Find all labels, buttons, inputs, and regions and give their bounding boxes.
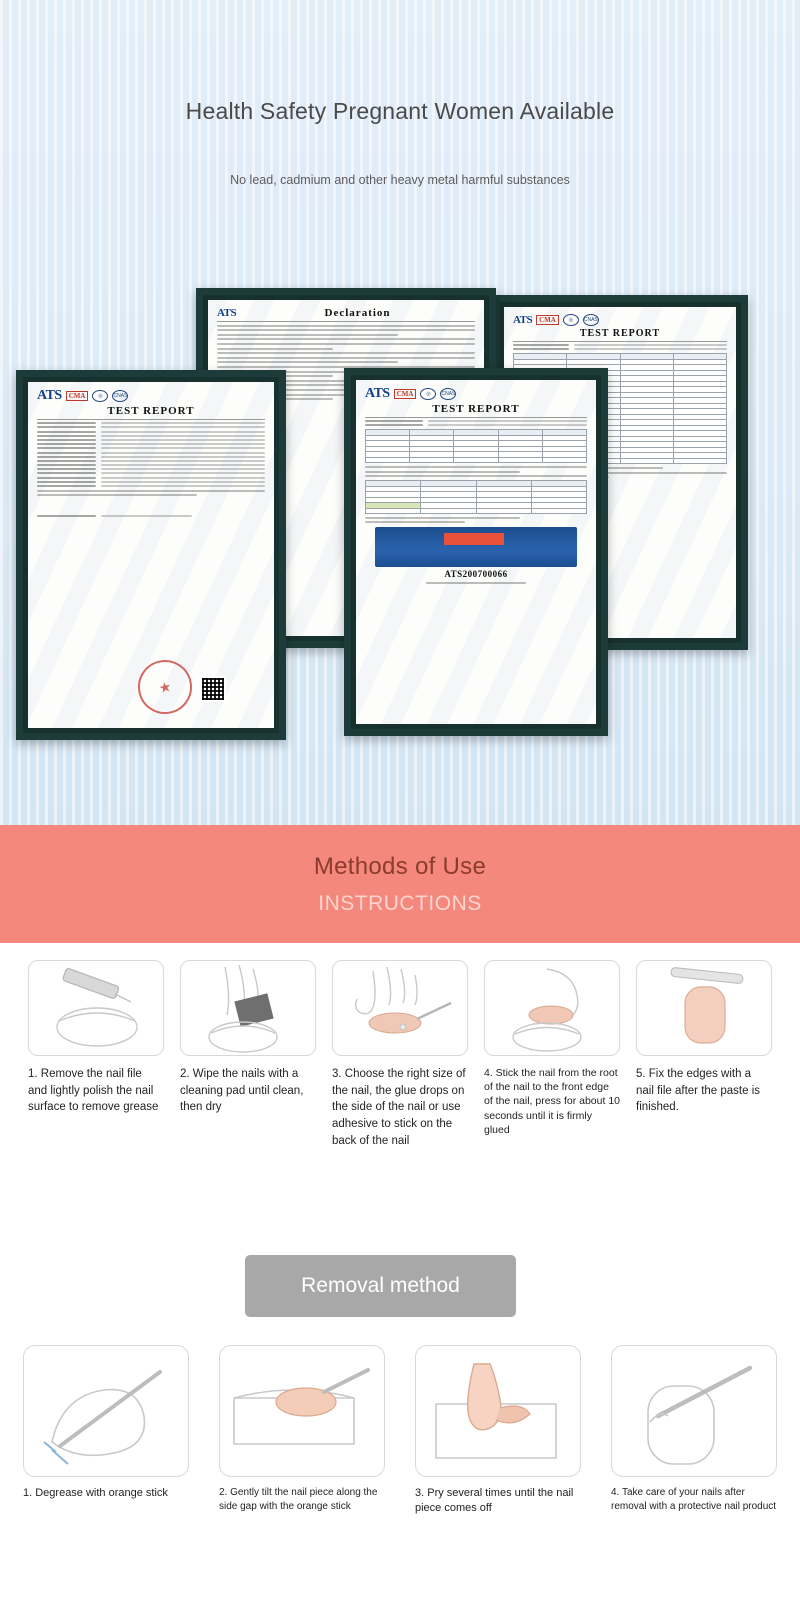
step-illustration-4: [484, 960, 620, 1056]
certificate-title: TEST REPORT: [107, 405, 195, 417]
ats-logo: ATS: [217, 306, 237, 319]
removal-banner: [245, 1255, 516, 1317]
sample-label-icon: [444, 533, 505, 545]
field-row: [37, 439, 265, 441]
field-row: [37, 426, 265, 428]
field-row: [37, 435, 265, 437]
list-item: [415, 1345, 581, 1517]
page-subtitle: No lead, cadmium and other heavy metal harmful substances: [230, 173, 570, 187]
field-row: [37, 468, 265, 470]
certificate-header: [513, 314, 727, 326]
text-line: [365, 517, 520, 519]
nail-file-icon: [29, 961, 164, 1056]
ats-logo: ATS: [365, 386, 390, 401]
ats-logo: ATS: [513, 313, 533, 326]
text-line: [217, 357, 475, 359]
removal-caption: 4. Take care of your nails after removal with a protective nail product: [611, 1487, 777, 1512]
field-row: [37, 452, 265, 454]
list-item: [23, 1345, 189, 1517]
field-row: [513, 348, 727, 350]
results-table-secondary: [365, 480, 587, 514]
certificate-title: Declaration: [324, 307, 391, 319]
certificate-paper: [28, 382, 274, 728]
cma-badge: CMA: [66, 391, 89, 401]
text-line: [217, 325, 475, 327]
cma-badge: CMA: [394, 389, 417, 399]
list-item: [636, 960, 772, 1149]
certificate-paper: [356, 380, 596, 724]
ats-logo: ATS: [37, 388, 62, 403]
list-item: [484, 960, 620, 1149]
field-row: [37, 485, 265, 487]
divider: [217, 321, 475, 322]
field-row: [37, 472, 265, 474]
step-illustration-3: [332, 960, 468, 1056]
tilt-nail-icon: [220, 1346, 385, 1477]
certificate-title: TEST REPORT: [432, 403, 520, 415]
removal-illustration-1: [23, 1345, 189, 1477]
results-table: [365, 429, 587, 463]
cnas-badge: CNAS: [112, 390, 128, 402]
certificate-header: [217, 307, 475, 319]
removal-caption: 3. Pry several times until the nail piece comes off: [415, 1487, 574, 1515]
field-row: [365, 424, 587, 426]
orange-stick-icon: [24, 1346, 189, 1477]
divider: [37, 419, 265, 420]
cleaning-pad-icon: [181, 961, 316, 1056]
qr-code-icon: [200, 676, 226, 702]
step-caption: 5. Fix the edges with a nail file after the paste is finished.: [636, 1068, 761, 1114]
step-illustration-5: [636, 960, 772, 1056]
text-line: [37, 490, 265, 492]
page-title: Health Safety Pregnant Women Available: [185, 98, 615, 124]
removal-illustration-2: [219, 1345, 385, 1477]
certificate-header: [37, 389, 265, 403]
methods-title: Methods of Use: [313, 852, 487, 880]
field-row: [37, 443, 265, 445]
text-line: [217, 343, 475, 345]
field-row: [37, 447, 265, 449]
removal-caption: 2. Gently tilt the nail piece along the side gap with the orange stick: [219, 1487, 378, 1512]
fix-edges-icon: [637, 961, 772, 1056]
text-line: [365, 475, 587, 477]
step-caption: 3. Choose the right size of the nail, the glue drops on the side of the nail or use adhesive to stick on the back of the nail: [332, 1068, 466, 1147]
text-line: [217, 361, 398, 363]
removal-title: Removal method: [301, 1274, 460, 1297]
field-row: [37, 477, 265, 479]
certificate-test-report-left: [16, 370, 286, 740]
list-item: [28, 960, 164, 1149]
cnas-badge: CNAS: [583, 314, 599, 326]
certificate-header: [365, 387, 587, 401]
certificate-test-report-center: [344, 368, 608, 736]
removal-illustration-4: [611, 1345, 777, 1477]
accreditation-badge-icon: ◎: [92, 390, 108, 402]
field-row: [37, 460, 265, 462]
removal-illustration-3: [415, 1345, 581, 1477]
list-item: [180, 960, 316, 1149]
protective-product-icon: [612, 1346, 777, 1477]
signature-row: [37, 515, 265, 517]
cma-badge: CMA: [536, 315, 559, 325]
step-illustration-2: [180, 960, 316, 1056]
methods-banner: [0, 825, 800, 943]
field-row: [513, 344, 727, 346]
glue-drop-icon: [333, 961, 468, 1056]
removal-caption: 1. Degrease with orange stick: [23, 1487, 168, 1499]
divider: [365, 417, 587, 418]
field-row: [37, 456, 265, 458]
accreditation-badge-icon: ◎: [563, 314, 579, 326]
list-item: [332, 960, 468, 1149]
removal-steps-list: [0, 1345, 800, 1517]
cnas-badge: CNAS: [440, 388, 456, 400]
field-row: [37, 431, 265, 433]
step-illustration-1: [28, 960, 164, 1056]
methods-subtitle: INSTRUCTIONS: [318, 891, 482, 915]
certificate-title: TEST REPORT: [579, 328, 661, 339]
text-line: [217, 348, 333, 350]
text-line: [426, 582, 526, 584]
field-row: [37, 422, 265, 424]
text-line: [217, 352, 475, 354]
use-steps-list: [0, 960, 800, 1149]
text-line: [217, 338, 475, 340]
press-nail-icon: [485, 961, 620, 1056]
list-item: [611, 1345, 777, 1517]
text-line: [365, 471, 520, 473]
sample-photo: [375, 527, 577, 567]
step-caption: 1. Remove the nail file and lightly polish the nail surface to remove grease: [28, 1068, 159, 1114]
accreditation-badge-icon: ◎: [420, 388, 436, 400]
official-stamp-icon: ★: [133, 655, 197, 719]
step-caption: 4. Stick the nail from the root of the nail to the front edge of the nail, press for about 10 seconds until it is firmly glued: [484, 1067, 621, 1136]
text-line: [217, 334, 398, 336]
divider: [513, 341, 727, 342]
list-item: [219, 1345, 385, 1517]
text-line: [217, 329, 475, 331]
text-line: [365, 521, 465, 523]
text-line: [37, 494, 197, 496]
text-line: [365, 466, 587, 468]
field-row: [37, 481, 265, 483]
sample-code: ATS200700066: [444, 569, 508, 580]
step-caption: 2. Wipe the nails with a cleaning pad until clean, then dry: [180, 1068, 304, 1114]
field-row: [37, 464, 265, 466]
pry-nail-icon: [416, 1346, 581, 1477]
field-row: [365, 420, 587, 422]
